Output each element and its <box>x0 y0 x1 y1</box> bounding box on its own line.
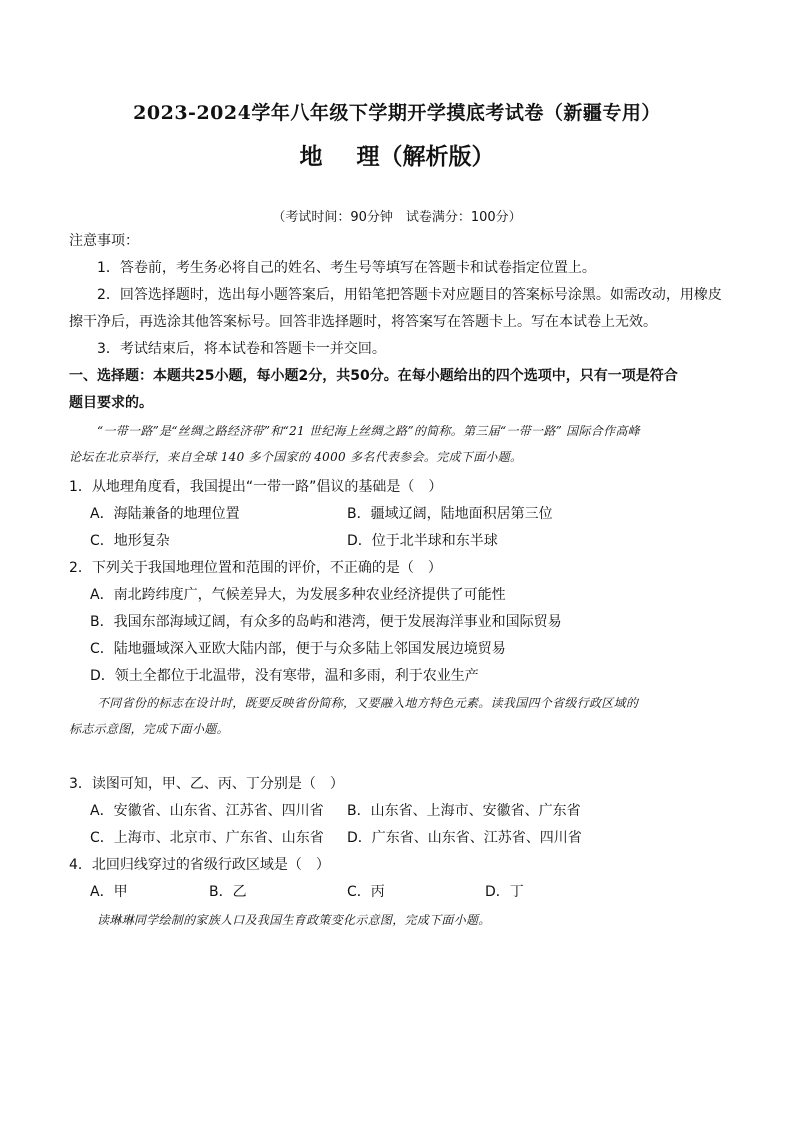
section-heading-line-1: 一、选择题：本题共25小题，每小题2分，共50分。在每小题给出的四个选项中，只有一项是符合 <box>69 368 678 384</box>
question-3-option-c: C．上海市、北京市、广东省、山东省 <box>90 830 324 846</box>
section-heading-line-2: 题目要求的。 <box>69 395 153 411</box>
question-3-option-d: D．广东省、山东省、江苏省、四川省 <box>347 830 582 846</box>
question-2-option-b: B．我国东部海域辽阔，有众多的岛屿和港湾，便于发展海洋事业和国际贸易 <box>90 614 562 630</box>
notice-item-2-line-1: 2．回答选择题时，选出每小题答案后，用铅笔把答题卡对应题目的答案标号涂黑。如需改动，用橡皮 <box>97 287 722 303</box>
passage-2-line-2: 标志示意图，完成下面小题。 <box>69 722 229 736</box>
question-2-option-d: D．领土全都位于北温带，没有寒带，温和多雨，利于农业生产 <box>90 668 479 684</box>
subject-title-right: 理（解析版） <box>356 144 495 170</box>
passage-2-line-1: 不同省份的标志在设计时，既要反映省份简称，又要融入地方特色元素。读我国四个省级行政区域的 <box>97 696 639 710</box>
question-4-option-b: B．乙 <box>209 884 247 900</box>
question-3-option-a: A．安徽省、山东省、江苏省、四川省 <box>90 803 324 819</box>
notice-item-1: 1．答卷前，考生务必将自己的姓名、考生号等填写在答题卡和试卷指定位置上。 <box>97 260 596 276</box>
notice-item-3: 3．考试结束后，将本试卷和答题卡一并交回。 <box>97 341 386 357</box>
question-1-option-a: A．海陆兼备的地理位置 <box>90 506 240 522</box>
question-1-option-c: C．地形复杂 <box>90 533 170 549</box>
passage-3-line-1: 读琳琳同学绘制的家族人口及我国生育政策变化示意图，完成下面小题。 <box>97 913 491 927</box>
question-1-option-d: D．位于北半球和东半球 <box>347 533 498 549</box>
passage-1-line-1: “一带一路”是“丝绸之路经济带”和“21 世纪海上丝绸之路”的简称。第三届“一带一路” 国际合作高峰 <box>97 424 640 438</box>
subject-title <box>0 138 794 171</box>
question-1-stem: 1．从地理角度看，我国提出“一带一路”倡议的基础是（ ） <box>69 479 443 495</box>
exam-info: （考试时间：90分钟 试卷满分：100分） <box>272 210 522 225</box>
question-4-option-c: C．丙 <box>347 884 385 900</box>
question-2-stem: 2．下列关于我国地理位置和范围的评价，不正确的是（ ） <box>69 560 442 576</box>
passage-1-line-2: 论坛在北京举行，来自全球 140 多个国家的 4000 多名代表参会。完成下面小题。 <box>69 450 523 464</box>
question-3-stem: 3．读图可知，甲、乙、丙、丁分别是（ ） <box>69 776 344 792</box>
subject-title-left: 地 <box>299 144 323 170</box>
question-2-option-c: C．陆地疆域深入亚欧大陆内部，便于与众多陆上邻国发展边境贸易 <box>90 641 506 657</box>
question-4-option-a: A．甲 <box>90 884 128 900</box>
exam-title: 2023-2024学年八年级下学期开学摸底考试卷（新疆专用） <box>133 102 661 124</box>
notice-item-2-line-2: 擦干净后，再选涂其他答案标号。回答非选择题时，将答案写在答题卡上。写在本试卷上无效。 <box>69 314 657 330</box>
question-3-option-b: B．山东省、上海市、安徽省、广东省 <box>347 803 581 819</box>
question-4-option-d: D．丁 <box>485 884 524 900</box>
notice-heading: 注意事项： <box>69 233 139 249</box>
question-1-option-b: B．疆域辽阔，陆地面积居第三位 <box>347 506 553 522</box>
question-4-stem: 4．北回归线穿过的省级行政区域是（ ） <box>69 857 330 873</box>
question-2-option-a: A．南北跨纬度广，气候差异大，为发展多种农业经济提供了可能性 <box>90 587 506 603</box>
